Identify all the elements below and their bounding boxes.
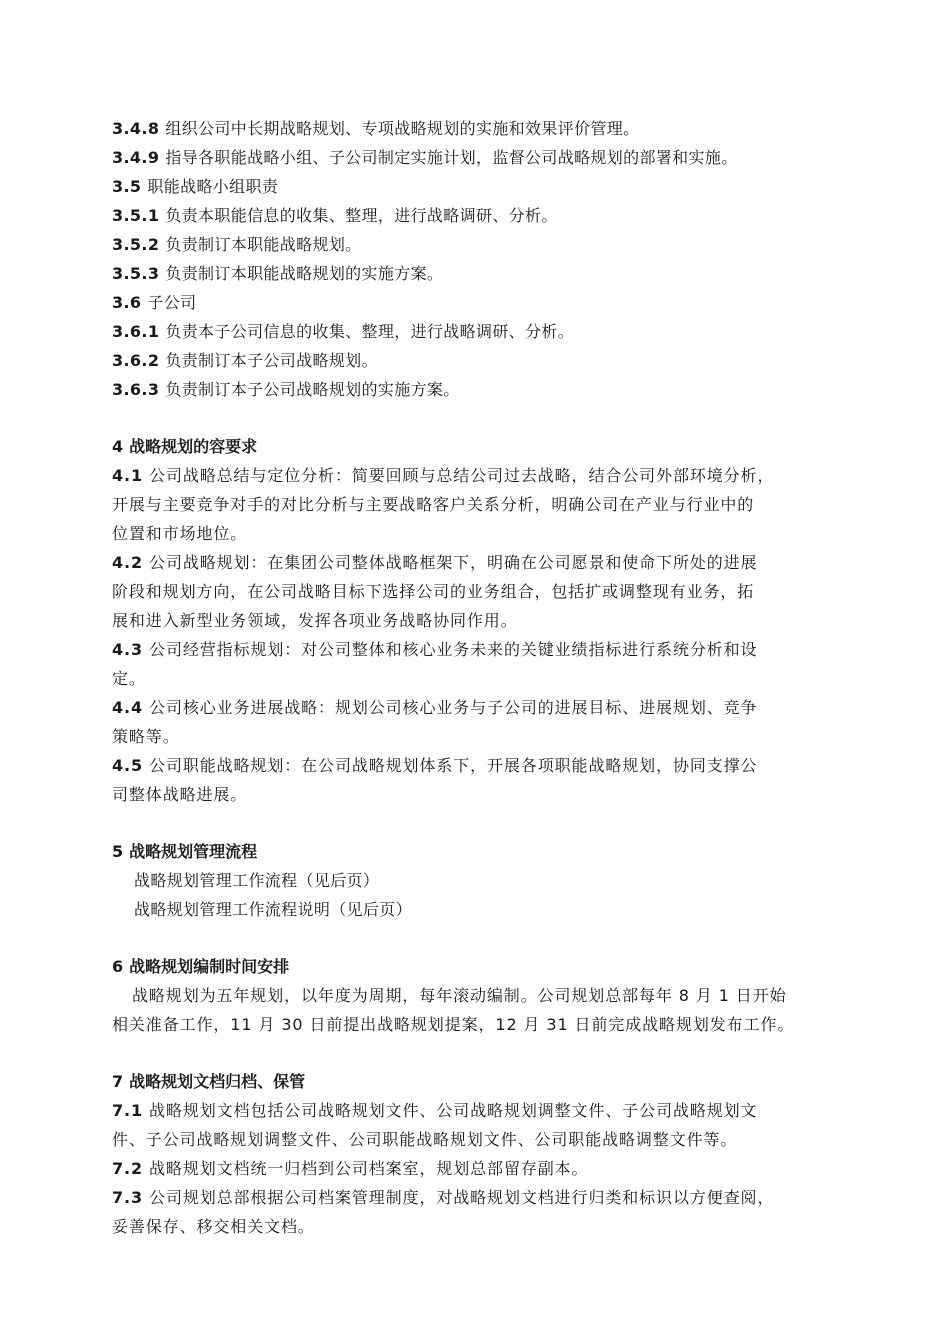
clause-text-line: 公司规划总部根据公司档案管理制度，对战略规划文档进行归类和标识以方便查阅，	[149, 1188, 775, 1207]
clause-text-line: 公司经营指标规划：对公司整体和核心业务未来的关键业绩指标进行系统分析和设	[149, 640, 758, 659]
clause-text: 负责制订本子公司战略规划的实施方案。	[165, 380, 460, 399]
clause-number: 3.5.3	[112, 264, 160, 283]
section-number: 6	[112, 957, 124, 976]
clause-3-6	[112, 288, 872, 317]
paragraph-line: 战略规划为五年规划，以年度为周期，每年滚动编制。公司规划总部每年 8 月 1 日开始	[132, 986, 787, 1005]
section-6-heading	[112, 952, 872, 981]
clause-number: 4.1	[112, 466, 144, 485]
clause-number: 4.4	[112, 698, 144, 717]
clause-number: 7.1	[112, 1101, 144, 1120]
clause-number: 3.6.2	[112, 351, 160, 370]
clause-3-5-3	[112, 259, 872, 288]
clause-text-line: 策略等。	[112, 727, 180, 746]
section-number: 7	[112, 1072, 124, 1091]
section-number: 4	[112, 437, 124, 456]
clause-text-line: 公司战略规划：在集团公司整体战略框架下，明确在公司愿景和使命下所处的进展	[149, 553, 758, 572]
clause-number: 3.6.3	[112, 380, 160, 399]
clause-text: 负责制订本职能战略规划。	[165, 235, 362, 254]
clause-4-1	[112, 461, 872, 548]
clause-text: 职能战略小组职责	[147, 177, 279, 196]
clause-number: 3.5	[112, 177, 142, 196]
clause-3-4-9	[112, 143, 872, 172]
clause-text: 负责本子公司信息的收集、整理，进行战略调研、分析。	[165, 322, 575, 341]
section-4-heading	[112, 432, 872, 461]
clause-number: 3.6.1	[112, 322, 160, 341]
flow-reference-line: 战略规划管理工作流程（见后页）	[134, 871, 380, 890]
clause-text-line: 战略规划文档统一归档到公司档案室，规划总部留存副本。	[149, 1159, 589, 1178]
section-5-heading	[112, 837, 872, 866]
clause-number: 4.3	[112, 640, 144, 659]
clause-text-line: 公司战略总结与定位分析：简要回顾与总结公司过去战略，结合公司外部环境分析，	[149, 466, 775, 485]
clause-text: 指导各职能战略小组、子公司制定实施计划，监督公司战略规划的部署和实施。	[165, 148, 738, 167]
clause-text: 组织公司中长期战略规划、专项战略规划的实施和效果评价管理。	[165, 119, 640, 138]
section-title: 战略规划管理流程	[129, 842, 258, 861]
clause-number: 3.4.9	[112, 148, 160, 167]
clause-3-5	[112, 172, 872, 201]
clause-text-line: 战略规划文档包括公司战略规划文件、公司战略规划调整文件、子公司战略规划文	[149, 1101, 758, 1120]
clause-number: 3.6	[112, 293, 142, 312]
clause-4-5	[112, 751, 872, 809]
paragraph-line: 相关准备工作，11 月 30 日前提出战略规划提案，12 月 31 日前完成战略规划发布工作。	[112, 1015, 795, 1034]
clause-4-3	[112, 635, 872, 693]
clause-text-line: 司整体战略进展。	[112, 785, 248, 804]
clause-text: 负责制订本职能战略规划的实施方案。	[165, 264, 444, 283]
clause-text-line: 妥善保存、移交相关文档。	[112, 1217, 315, 1236]
clause-number: 3.5.2	[112, 235, 160, 254]
clause-3-5-2	[112, 230, 872, 259]
section-spacer	[112, 1039, 872, 1067]
section-spacer	[112, 809, 872, 837]
clause-number: 3.4.8	[112, 119, 160, 138]
clause-3-5-1	[112, 201, 872, 230]
clause-4-4	[112, 693, 872, 751]
clause-text-line: 展和进入新型业务领域，发挥各项业务战略协同作用。	[112, 611, 518, 630]
clause-number: 4.2	[112, 553, 144, 572]
section-number: 5	[112, 842, 124, 861]
clause-7-1	[112, 1096, 872, 1154]
clause-7-3	[112, 1183, 872, 1241]
clause-text: 子公司	[147, 293, 197, 312]
clause-3-6-1	[112, 317, 872, 346]
section-spacer	[112, 404, 872, 432]
clause-text-line: 阶段和规划方向，在公司战略目标下选择公司的业务组合，包括扩或调整现有业务，拓	[112, 582, 755, 601]
clause-number: 7.2	[112, 1159, 144, 1178]
clause-7-2	[112, 1154, 872, 1183]
clause-number: 4.5	[112, 756, 144, 775]
document-page	[112, 114, 872, 1241]
clause-text-line: 开展与主要竞争对手的对比分析与主要战略客户关系分析，明确公司在产业与行业中的	[112, 495, 755, 514]
clause-number: 3.5.1	[112, 206, 160, 225]
section-7-heading	[112, 1067, 872, 1096]
flow-reference-line: 战略规划管理工作流程说明（见后页）	[134, 900, 412, 919]
clause-3-6-3	[112, 375, 872, 404]
clause-text-line: 公司核心业务进展战略：规划公司核心业务与子公司的进展目标、进展规划、竞争	[149, 698, 758, 717]
clause-text-line: 位置和市场地位。	[112, 524, 248, 543]
clause-3-6-2	[112, 346, 872, 375]
clause-text-line: 定。	[112, 669, 146, 688]
clause-4-2	[112, 548, 872, 635]
schedule-paragraph	[112, 981, 872, 1039]
clause-number: 7.3	[112, 1188, 144, 1207]
section-title: 战略规划文档归档、保管	[129, 1072, 306, 1091]
section-title: 战略规划编制时间安排	[129, 957, 290, 976]
clause-text: 负责本职能信息的收集、整理，进行战略调研、分析。	[165, 206, 558, 225]
clause-text: 负责制订本子公司战略规划。	[165, 351, 378, 370]
clause-text-line: 件、子公司战略规划调整文件、公司职能战略规划文件、公司职能战略调整文件等。	[112, 1130, 738, 1149]
clause-text-line: 公司职能战略规划：在公司战略规划体系下，开展各项职能战略规划，协同支撑公	[149, 756, 758, 775]
section-title: 战略规划的容要求	[129, 437, 258, 456]
clause-3-4-8	[112, 114, 872, 143]
section-spacer	[112, 924, 872, 952]
